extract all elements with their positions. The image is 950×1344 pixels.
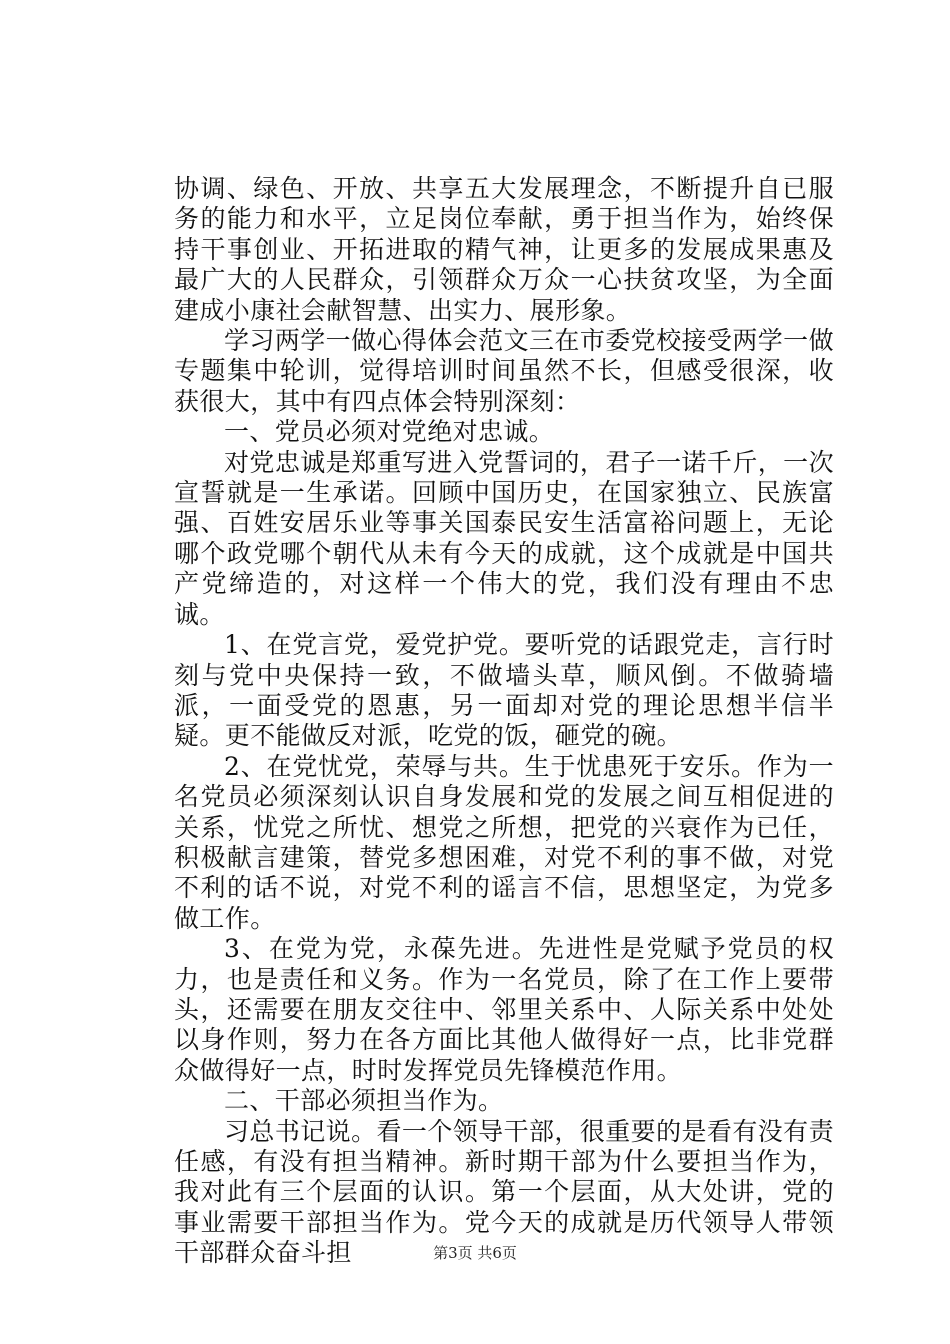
paragraph-5: 1、在党言党，爱党护党。要听党的话跟党走，言行时刻与党中央保持一致，不做墙头草，顺风倒。不做骑墙派，一面受党的恩惠，另一面却对党的理论思想半信半疑。更不能做反对派，吃党的饭，砸党的碗。 <box>174 630 834 751</box>
paragraph-7: 3、在党为党，永葆先进。先进性是党赋予党员的权力，也是责任和义务。作为一名党员，除了在工作上要带头，还需要在朋友交往中、邻里关系中、人际关系中处处以身作则，努力在各方面比其他人做得好一点，比非党群众做得好一点，时时发挥党员先锋模范作用。 <box>174 934 834 1085</box>
paragraph-2: 学习两学一做心得体会范文三在市委党校接受两学一做专题集中轮训，觉得培训时间虽然不长，但感受很深，收获很大，其中有四点体会特别深刻： <box>174 326 834 416</box>
page-number-footer: 第3页 共6页 <box>433 1244 517 1262</box>
paragraph-1: 协调、绿色、开放、共享五大发展理念，不断提升自已服务的能力和水平，立足岗位奉献，勇于担当作为，始终保持干事创业、开拓进取的精气神，让更多的发展成果惠及最广大的人民群众，引领群众万众一心扶贫攻坚，为全面建成小康社会献智慧、出实力、展形象。 <box>174 174 834 325</box>
paragraph-9: 习总书记说。看一个领导干部，很重要的是看有没有责任感，有没有担当精神。新时期干部为什么要担当作为，我对此有三个层面的认识。第一个层面，从大处讲，党的事业需要干部担当作为。党今天的成就是历代领导人带领干部群众奋斗担 <box>174 1116 834 1268</box>
section-heading-1: 一、党员必须对党绝对忠诚。 <box>224 417 555 447</box>
paragraph-6: 2、在党忧党，荣辱与共。生于忧患死于安乐。作为一名党员必须深刻认识自身发展和党的发展之间互相促进的关系，忧党之所忧、想党之所想，把党的兴衰作为已任，积极献言建策，替党多想困难，对党不利的事不做，对党不利的话不说，对党不利的谣言不信，思想坚定，为党多做工作。 <box>174 751 834 933</box>
section-heading-2: 二、干部必须担当作为。 <box>224 1086 504 1116</box>
paragraph-4: 对党忠诚是郑重写进入党誓词的，君子一诺千斤，一次宣誓就是一生承诺。回顾中国历史，在国家独立、民族富强、百姓安居乐业等事关国泰民安生活富裕问题上，无论哪个政党哪个朝代从未有今天的成就，这个成就是中国共产党缔造的，对这样一个伟大的党，我们没有理由不忠诚。 <box>174 447 834 629</box>
document-body <box>174 174 834 1269</box>
